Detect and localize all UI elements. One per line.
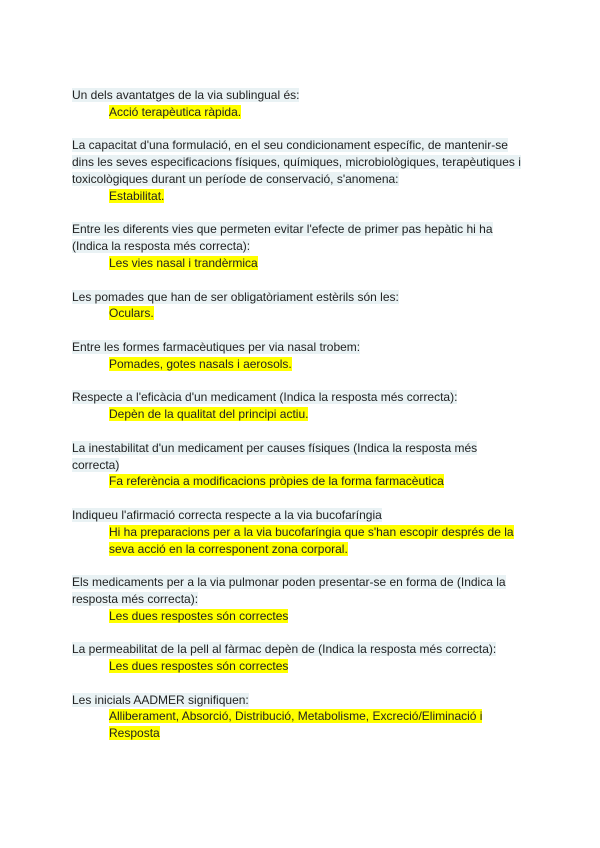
- question-block: [72, 339, 542, 373]
- question-line: [72, 137, 542, 154]
- question-line: [72, 171, 542, 188]
- question-text: [72, 389, 542, 406]
- answer-line: [72, 473, 542, 490]
- question-line-text: Entre les diferents vies que permeten evitar l'efecte de primer pas hepàtic hi ha: [72, 222, 493, 237]
- answer-line: [72, 356, 542, 373]
- question-line: [72, 221, 542, 238]
- question-text: [72, 221, 542, 255]
- question-line-text: Les inicials AADMER signifiquen:: [72, 692, 249, 707]
- question-block: [72, 641, 542, 675]
- question-line-text: resposta més correcta):: [72, 591, 199, 606]
- question-line-text: Entre les formes farmacèutiques per via nasal trobem:: [72, 339, 361, 354]
- question-line: [72, 692, 542, 709]
- answer-line-text: Alliberament, Absorció, Distribució, Metabolisme, Excreció/Eliminació i: [109, 709, 483, 724]
- answer-line: [72, 104, 542, 121]
- question-text: [72, 692, 542, 709]
- answer-line-text: Les dues respostes són correctes: [109, 608, 289, 623]
- question-line-text: (Indica la resposta més correcta):: [72, 239, 251, 254]
- question-line-text: Els medicaments per a la via pulmonar poden presentar-se en forma de (Indica la: [72, 575, 506, 590]
- answer-text: [72, 406, 542, 423]
- answer-text: [72, 708, 542, 742]
- question-line-text: Les pomades que han de ser obligatòriament estèrils són les:: [72, 289, 399, 304]
- question-line-text: La capacitat d'una formulació, en el seu condicionament específic, de mantenir-se: [72, 138, 508, 153]
- answer-line-text: Oculars.: [109, 306, 154, 321]
- question-line: [72, 154, 542, 171]
- answer-line-text: Les dues respostes són correctes: [109, 659, 289, 674]
- question-block: [72, 137, 542, 204]
- question-line-text: toxicològiques durant un període de conservació, s'anomena:: [72, 171, 399, 186]
- answer-line: [72, 524, 542, 541]
- answer-text: [72, 473, 542, 490]
- question-text: [72, 289, 542, 306]
- answer-line: [72, 541, 542, 558]
- answer-text: [72, 658, 542, 675]
- answer-line: [72, 658, 542, 675]
- question-line-text: dins les seves especificacions físiques, químiques, microbiològiques, terapèutiques i: [72, 155, 521, 170]
- question-line: [72, 457, 542, 474]
- document-page: [72, 87, 542, 759]
- answer-line: [72, 406, 542, 423]
- answer-line-text: Pomades, gotes nasals i aerosols.: [109, 356, 292, 371]
- answer-line-text: Hi ha preparacions per a la via bucofaríngia que s'han escopir després de la: [109, 524, 514, 539]
- question-line-text: Un dels avantatges de la via sublingual és:: [72, 88, 300, 102]
- question-block: [72, 87, 542, 121]
- question-text: [72, 137, 542, 187]
- answer-line: [72, 255, 542, 272]
- question-text: [72, 87, 542, 104]
- answer-line-text: Les vies nasal i trandèrmica: [109, 255, 258, 270]
- answer-text: [72, 524, 542, 558]
- question-line-text: La inestabilitat d'un medicament per causes físiques (Indica la resposta més: [72, 440, 478, 455]
- answer-line-text: Depèn de la qualitat del principi actiu.: [109, 407, 309, 422]
- question-block: [72, 440, 542, 490]
- question-block: [72, 507, 542, 557]
- question-text: [72, 507, 542, 524]
- question-text: [72, 574, 542, 608]
- question-line: [72, 641, 542, 658]
- question-text: [72, 440, 542, 474]
- question-line: [72, 339, 542, 356]
- answer-line: [72, 708, 542, 725]
- question-text: [72, 641, 542, 658]
- question-line-text: Indiqueu l'afirmació correcta respecte a la via bucofaríngia: [72, 507, 382, 522]
- question-text: [72, 339, 542, 356]
- question-line: [72, 289, 542, 306]
- question-block: [72, 574, 542, 624]
- question-block: [72, 289, 542, 323]
- answer-line-text: Fa referència a modificacions pròpies de la forma farmacèutica: [109, 474, 444, 489]
- question-line: [72, 507, 542, 524]
- question-line: [72, 389, 542, 406]
- question-block: [72, 692, 542, 742]
- answer-line: [72, 725, 542, 742]
- question-line-text: La permeabilitat de la pell al fàrmac depèn de (Indica la resposta més correcta):: [72, 642, 497, 657]
- question-block: [72, 221, 542, 271]
- question-line-text: correcta): [72, 457, 120, 472]
- answer-text: [72, 188, 542, 205]
- answer-text: [72, 104, 542, 121]
- question-line: [72, 574, 542, 591]
- question-line: [72, 440, 542, 457]
- answer-text: [72, 608, 542, 625]
- answer-line: [72, 188, 542, 205]
- answer-line: [72, 305, 542, 322]
- question-block: [72, 389, 542, 423]
- answer-line: [72, 608, 542, 625]
- answer-line-text: Acció terapèutica ràpida.: [109, 104, 242, 119]
- answer-line-text: Estabilitat.: [109, 188, 165, 203]
- question-line: [72, 87, 542, 104]
- answer-text: [72, 255, 542, 272]
- answer-text: [72, 305, 542, 322]
- question-line: [72, 591, 542, 608]
- answer-line-text: seva acció en la corresponent zona corporal.: [109, 541, 348, 556]
- answer-line-text: Resposta: [109, 726, 160, 741]
- answer-text: [72, 356, 542, 373]
- question-line-text: Respecte a l'eficàcia d'un medicament (Indica la resposta més correcta):: [72, 390, 458, 405]
- question-line: [72, 238, 542, 255]
